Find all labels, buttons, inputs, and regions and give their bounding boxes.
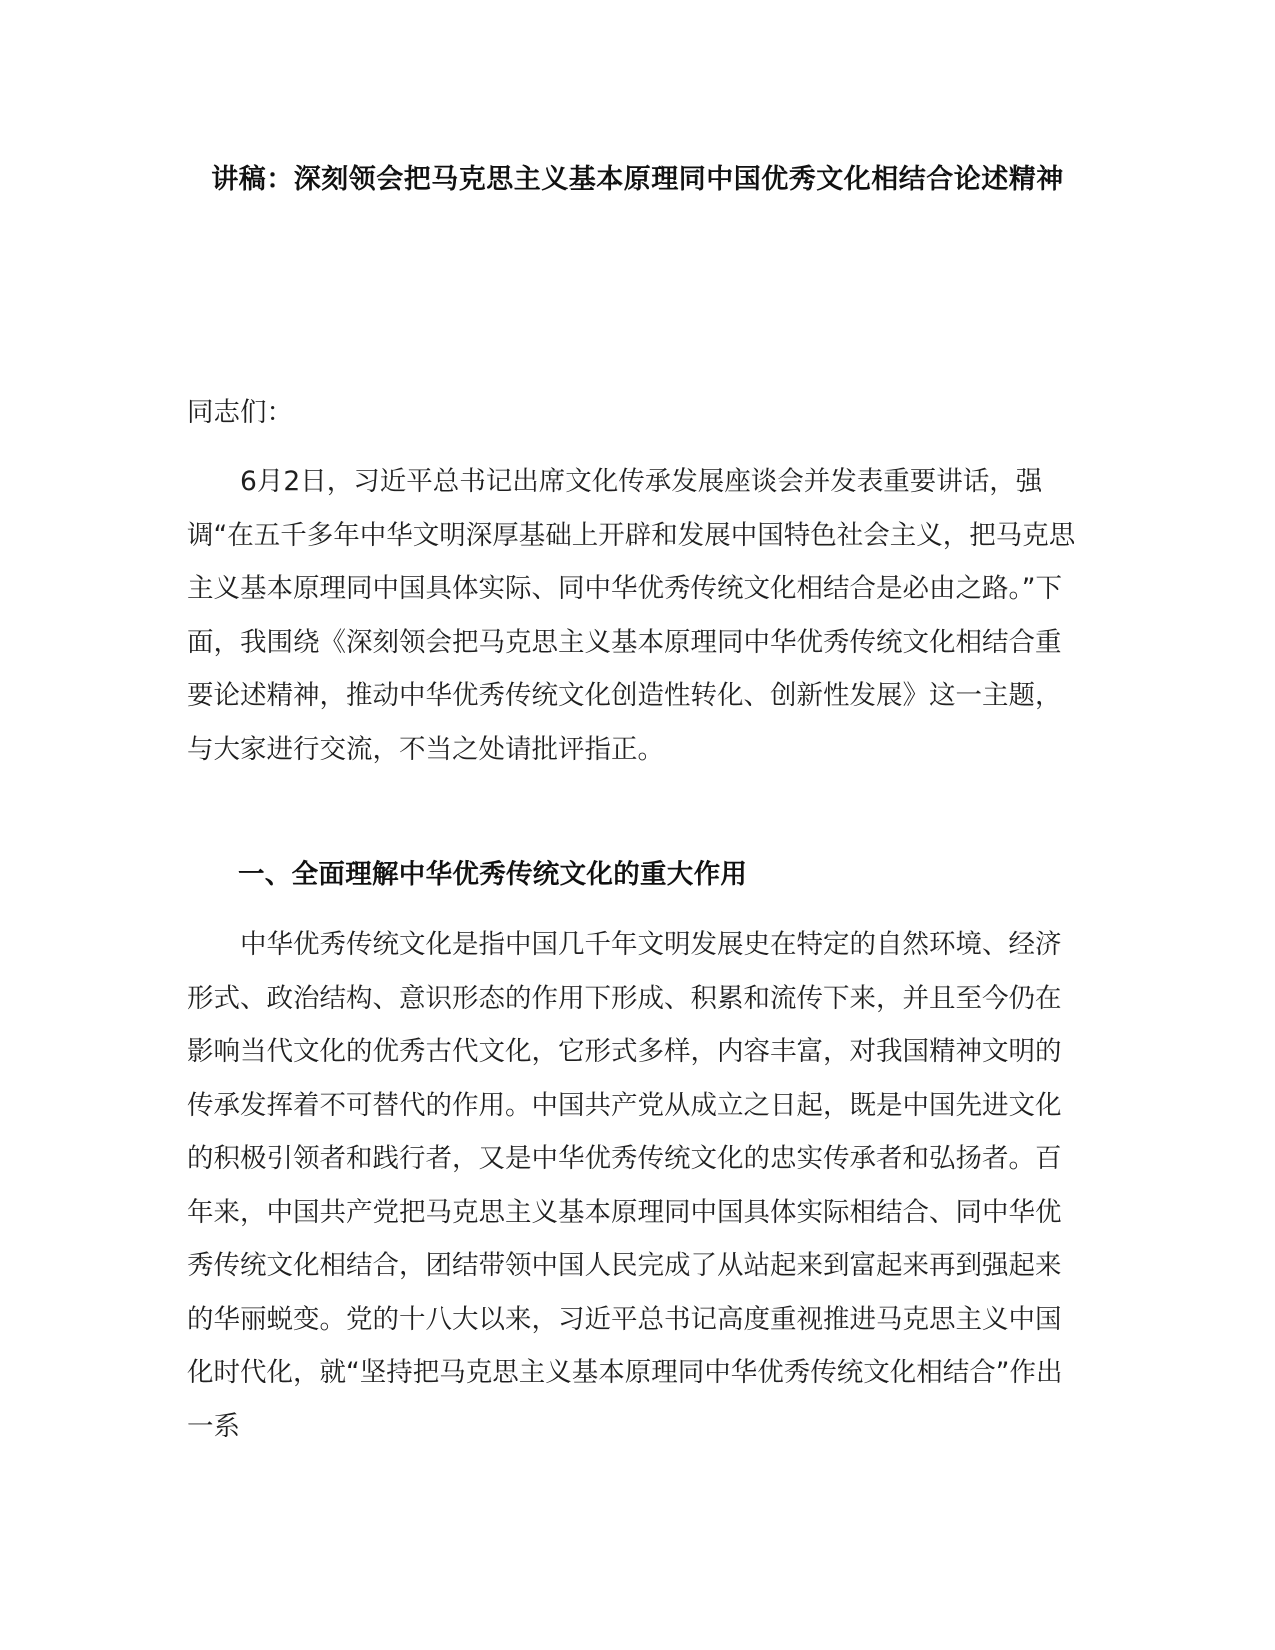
paragraph-intro: 6月2日，习近平总书记出席文化传承发展座谈会并发表重要讲话，强调“在五千多年中华文明深厚基础上开辟和发展中国特色社会主义，把马克思主义基本原理同中国具体实际、同中华优秀传统文化相结合是必由之路。”下面，我围绕《深刻领会把马克思主义基本原理同中华优秀传统文化相结合重要论述精神，推动中华优秀传统文化创造性转化、创新性发展》这一主题，与大家进行交流，不当之处请批评指正。 bbox=[187, 466, 1076, 765]
section-heading: 一、全面理解中华优秀传统文化的重大作用 bbox=[238, 859, 748, 890]
document-title: 讲稿：深刻领会把马克思主义基本原理同中国优秀文化相结合论述精神 bbox=[211, 164, 1064, 195]
paragraph-section-one: 中华优秀传统文化是指中国几千年文明发展史在特定的自然环境、经济形式、政治结构、意识形态的作用下形成、积累和流传下来，并且至今仍在影响当代文化的优秀古代文化，它形式多样，内容丰富，对我国精神文明的传承发挥着不可替代的作用。中国共产党从成立之日起，既是中国先进文化的积极引领者和践行者，又是中华优秀传统文化的忠实传承者和弘扬者。百年来，中国共产党把马克思主义基本原理同中国具体实际相结合、同中华优秀传统文化相结合，团结带领中国人民完成了从站起来到富起来再到强起来的华丽蜕变。党的十八大以来，习近平总书记高度重视推进马克思主义中国化时代化，就“坚持把马克思主义基本原理同中华优秀传统文化相结合”作出一系 bbox=[187, 929, 1063, 1442]
salutation: 同志们： bbox=[187, 397, 293, 428]
